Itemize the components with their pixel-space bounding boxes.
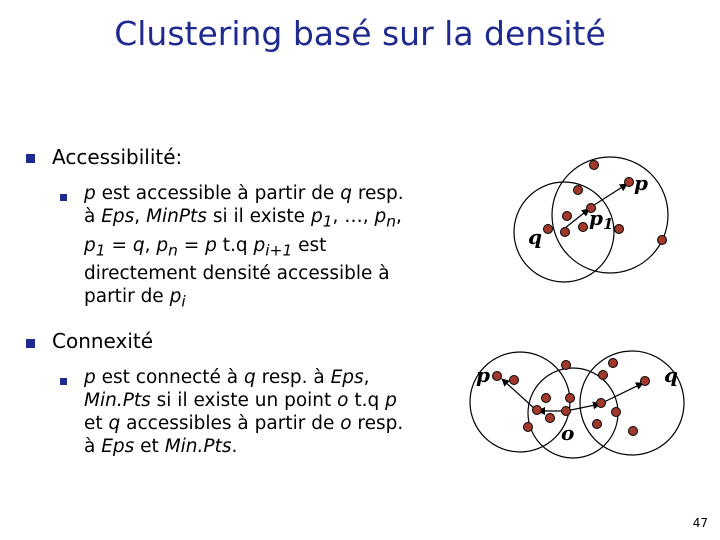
data-point	[542, 394, 551, 403]
data-point	[546, 414, 555, 423]
data-point	[562, 407, 571, 416]
data-point	[544, 225, 553, 234]
data-point	[625, 178, 634, 187]
connect-heading: Connexité	[52, 329, 154, 353]
reach-heading: Accessibilité:	[52, 145, 183, 169]
data-point	[597, 399, 606, 408]
reach-arrow	[566, 404, 600, 411]
reach-arrow	[502, 379, 536, 410]
point-label-o: o	[561, 421, 575, 445]
data-point	[574, 186, 583, 195]
reachability-diagram	[514, 157, 668, 282]
data-point	[615, 225, 624, 234]
data-point	[562, 361, 571, 370]
slide-title: Clustering basé sur la densité	[114, 14, 606, 53]
reach-arrow	[602, 383, 643, 403]
reach-definition: p est accessible à partir de q resp. à Eps, MinPts si il existe $p_1$, …, $p_n$, $p_1 = q$, $p_n = p$ t.q $p_{i+1}$ est directement densité accessible à partir de $p_i$	[84, 183, 404, 312]
point-label-p1: $p_1$	[589, 206, 614, 233]
data-point	[579, 223, 588, 232]
point-label-p: p	[634, 171, 648, 195]
point-label-p: p	[476, 363, 490, 387]
connect-definition: p est connecté à q resp. à Eps, Min.Pts si il existe un point o t.q p et q accessibles à partir de o resp. à Eps et Min.Pts.	[84, 367, 404, 457]
data-point	[658, 236, 667, 245]
point-label-q: q	[528, 225, 542, 249]
data-point	[563, 212, 572, 221]
reach-arrow	[591, 184, 627, 207]
data-point	[533, 406, 542, 415]
point-label-q: q	[664, 363, 678, 387]
data-point	[629, 427, 638, 436]
data-point	[590, 161, 599, 170]
data-point	[641, 377, 650, 386]
data-point	[561, 228, 570, 237]
data-point	[566, 394, 575, 403]
data-point	[612, 408, 621, 417]
page-number: 47	[692, 516, 708, 530]
data-point	[510, 376, 519, 385]
data-point	[599, 371, 608, 380]
data-point	[609, 359, 618, 368]
data-point	[493, 372, 502, 381]
data-point	[593, 420, 602, 429]
data-point	[524, 423, 533, 432]
connectivity-diagram	[470, 351, 684, 458]
